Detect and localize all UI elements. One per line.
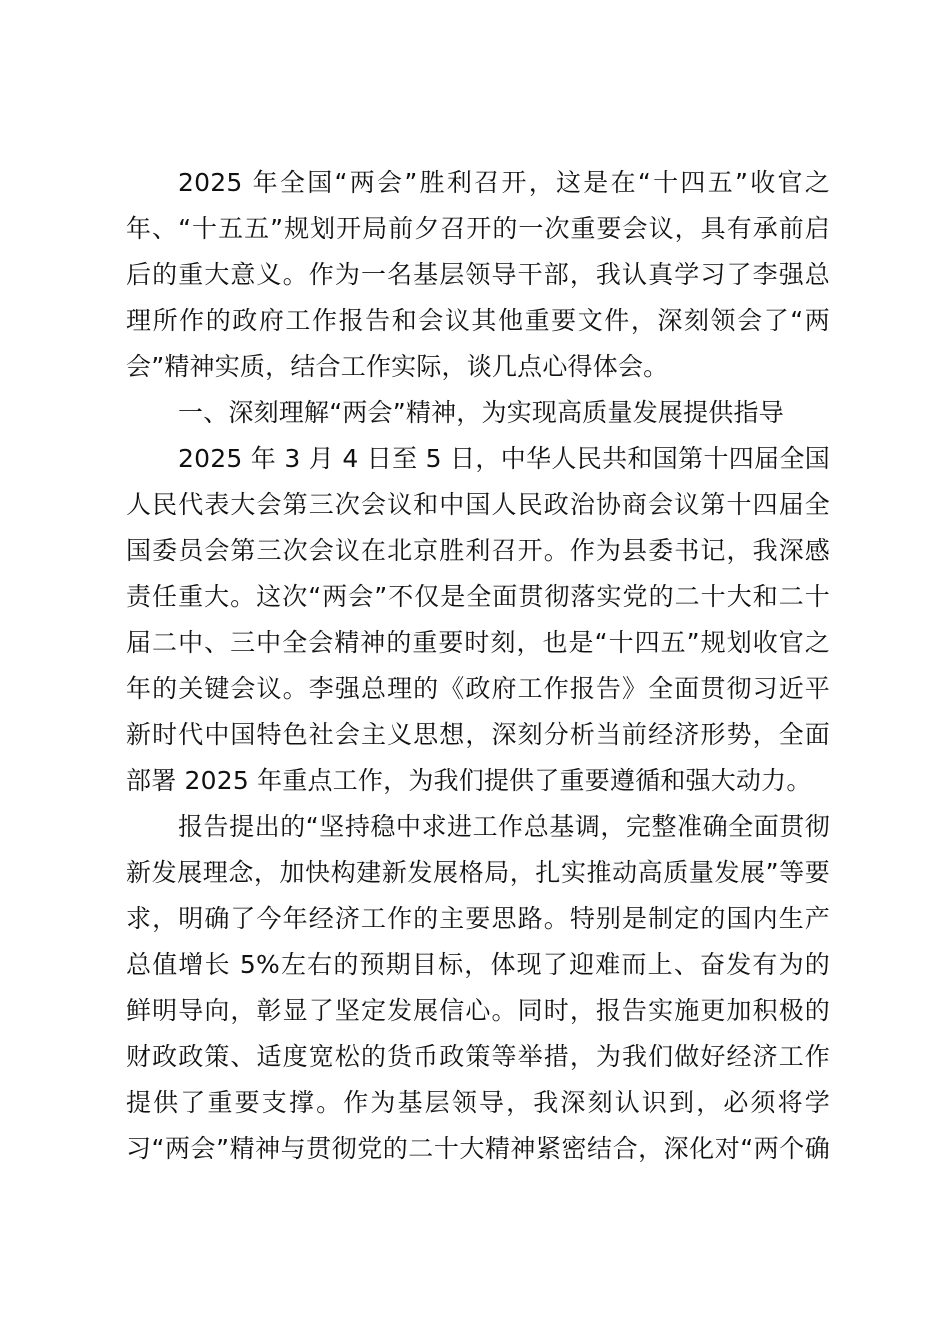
paragraph-line: 后的重大意义。作为一名基层领导干部，我认真学习了李强总 (126, 260, 830, 289)
paragraph-line: 2025 年全国“两会”胜利召开，这是在“十四五”收官之 (178, 168, 830, 197)
paragraph-line: 国委员会第三次会议在北京胜利召开。作为县委书记，我深感 (126, 536, 830, 565)
paragraph-line: 习“两会”精神与贯彻党的二十大精神紧密结合，深化对“两个确 (126, 1134, 830, 1163)
paragraph-line: 求，明确了今年经济工作的主要思路。特别是制定的国内生产 (126, 904, 830, 933)
paragraph-line: 鲜明导向，彰显了坚定发展信心。同时，报告实施更加积极的 (126, 996, 830, 1025)
paragraph-line: 理所作的政府工作报告和会议其他重要文件，深刻领会了“两 (126, 306, 830, 335)
paragraph-line: 新时代中国特色社会主义思想，深刻分析当前经济形势，全面 (126, 720, 830, 749)
paragraph-line: 届二中、三中全会精神的重要时刻，也是“十四五”规划收官之 (126, 628, 830, 657)
paragraph-line: 财政政策、适度宽松的货币政策等举措，为我们做好经济工作 (126, 1042, 830, 1071)
paragraph-line: 提供了重要支撑。作为基层领导，我深刻认识到，必须将学 (126, 1088, 830, 1117)
section-heading: 一、深刻理解“两会”精神，为实现高质量发展提供指导 (178, 398, 784, 427)
paragraph-line: 报告提出的“坚持稳中求进工作总基调，完整准确全面贯彻 (178, 812, 830, 841)
paragraph-line: 年的关键会议。李强总理的《政府工作报告》全面贯彻习近平 (126, 674, 830, 703)
paragraph-line: 会”精神实质，结合工作实际，谈几点心得体会。 (126, 352, 669, 381)
paragraph-line: 年、“十五五”规划开局前夕召开的一次重要会议，具有承前启 (126, 214, 830, 243)
paragraph-line: 2025 年 3 月 4 日至 5 日，中华人民共和国第十四届全国 (178, 444, 830, 473)
paragraph-line: 部署 2025 年重点工作，为我们提供了重要遵循和强大动力。 (126, 766, 812, 795)
paragraph-line: 新发展理念，加快构建新发展格局，扎实推动高质量发展”等要 (126, 858, 830, 887)
paragraph-line: 人民代表大会第三次会议和中国人民政治协商会议第十四届全 (126, 490, 830, 519)
paragraph-line: 总值增长 5%左右的预期目标，体现了迎难而上、奋发有为的 (126, 950, 830, 979)
document-body (126, 160, 830, 1172)
paragraph-line: 责任重大。这次“两会”不仅是全面贯彻落实党的二十大和二十 (126, 582, 830, 611)
